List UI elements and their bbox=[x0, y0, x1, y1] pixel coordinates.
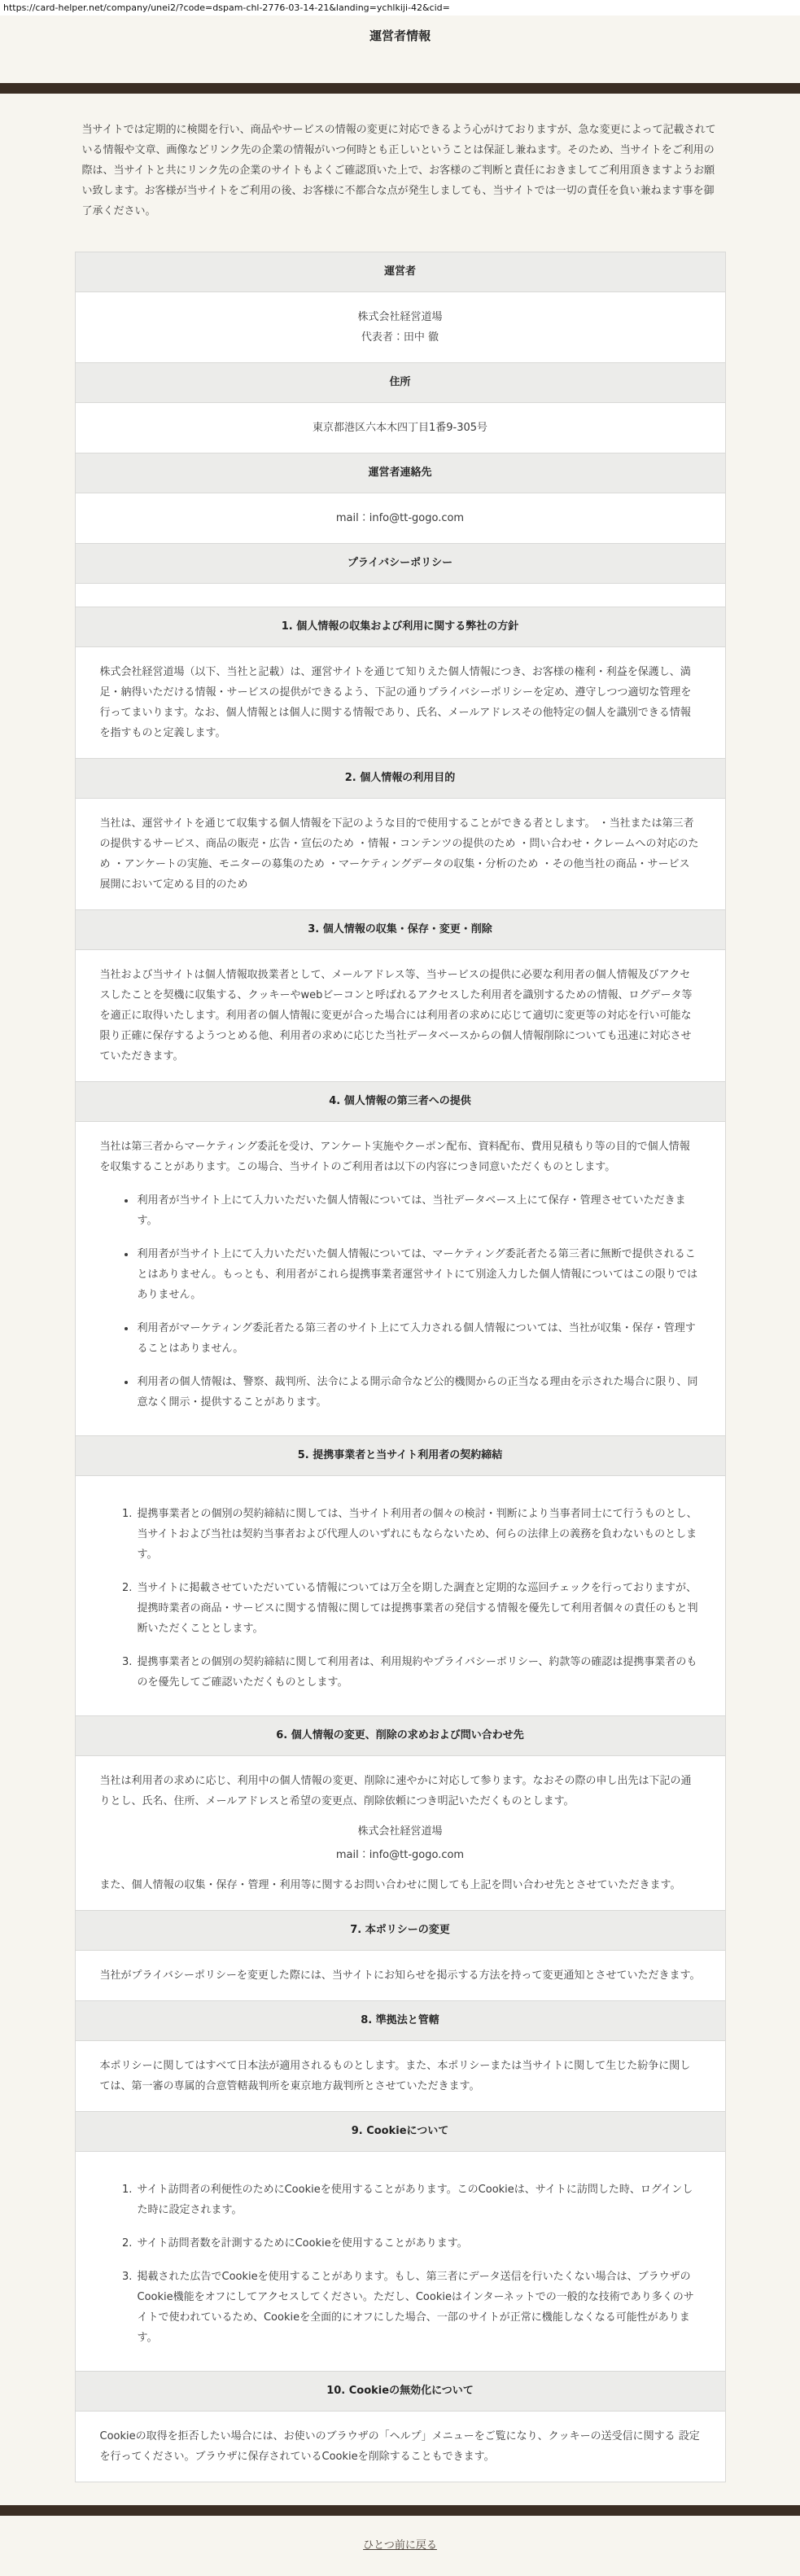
list-item: • 利用者が当サイト上にて入力いただいた個人情報については、当社データベース上にて保存・管理させていただきます。 bbox=[136, 1190, 701, 1231]
table-row bbox=[75, 1951, 725, 2001]
section-10-header: 10. Cookieの無効化について bbox=[75, 2372, 725, 2412]
contact-value-cell: mail：info@tt-gogo.com bbox=[75, 493, 725, 544]
section-9-numbered-list bbox=[100, 2180, 701, 2348]
intro-paragraph: 当サイトでは定期的に検閲を行い、商品やサービスの情報の変更に対応できるよう心がけておりますが、急な変更によって記載されている情報や文章、画像などリンク先の企業の情報がいつ何時とも正しいということは保証し兼ねます。そのため、当サイトをご利用の際は、当サイトと共にリンク先の企業のサイトもよくご確認頂いた上で、お客様のご判断と責任におきましてご利用頂きますようお願い致します。お客様が当サイトをご利用の後、お客様に不都合な点が発生しましても、当サイトでは一切の責任を負い兼ねます事を御了承ください。 bbox=[81, 124, 716, 217]
contact-header: 運営者連絡先 bbox=[75, 453, 725, 493]
section-8-paragraph: 本ポリシーに関してはすべて日本法が適用されるものとします。また、本ポリシーまたは当サイトに関して生じた紛争に関しては、第一審の専属的合意管轄裁判所を東京地方裁判所とさせていただきます。 bbox=[99, 2060, 691, 2092]
table-row bbox=[75, 493, 725, 544]
section-8-body bbox=[75, 2041, 725, 2112]
table-row bbox=[75, 403, 725, 453]
table-row bbox=[75, 2041, 725, 2112]
table-row bbox=[75, 647, 725, 759]
section-3-paragraph: 当社および当サイトは個人情報取扱業者として、メールアドレス等、当サービスの提供に必要な利用者の個人情報及びアクセスしたことを契機に収集する、クッキーやwebビーコンと呼ばれるアクセスした利用者を識別するための情報、ログデータ等を適正に取得いたします。利用者の個人情報に変更が合った場合には利用者の求めに応じて適切に変更等の対応を行い可能な限り正確に保存するようつとめる他、利用者の求めに応じた当社データベースからの個人情報削除についても迅速に対応させていただきます。 bbox=[99, 969, 693, 1062]
section-6-header: 6. 個人情報の変更、削除の求めおよび問い合わせ先 bbox=[75, 1716, 725, 1756]
section-3-header: 3. 個人情報の収集・保存・変更・削除 bbox=[75, 910, 725, 950]
table-row bbox=[75, 2001, 725, 2041]
section-1-paragraph: 株式会社経営道場（以下、当社と記載）は、運営サイトを通じて知りえた個人情報につき、お客様の権利・利益を保護し、満足・納得いただける情報・サービスの提供ができるよう、下記の通りプライバシーポリシーを定め、遵守しつつ適切な管理を行ってまいります。なお、個人情報とは個人に関する情報であり、氏名、メールアドレスその他特定の個人を識別できる情報を指すものと定義します。 bbox=[99, 666, 692, 739]
list-item: • 利用者がマーケティング委託者たる第三者のサイト上にて入力される個人情報については、当社が収集・保存・管理することはありません。 bbox=[136, 1318, 701, 1359]
table-row bbox=[75, 1122, 725, 1436]
section-9-body bbox=[75, 2152, 725, 2372]
table-row bbox=[75, 799, 725, 910]
section-4-header: 4. 個人情報の第三者への提供 bbox=[75, 1082, 725, 1122]
list-item: 1. サイト訪問者の利便性のためにCookieを使用することがあります。このCookieは、サイトに訪問した時、ログインした時に設定されます。 bbox=[136, 2180, 701, 2220]
table-row bbox=[75, 453, 725, 493]
section-1-header: 1. 個人情報の収集および利用に関する弊社の方針 bbox=[75, 607, 725, 647]
section-6-lead: 当社は利用者の求めに応じ、利用中の個人情報の変更、削除に速やかに対応して参ります。なおその際の申し出先は下記の通りとし、氏名、住所、メールアドレスと希望の変更点、削除依頼につき明記いただくものとします。 bbox=[99, 1775, 692, 1807]
table-row bbox=[75, 252, 725, 292]
table-row bbox=[75, 363, 725, 403]
section-4-lead: 当社は第三者からマーケティング委託を受け、アンケート実施やクーポン配布、資料配布、費用見積もり等の目的で個人情報を収集することがあります。この場合、当サイトのご利用者は以下の内容につき同意いただくものとします。 bbox=[99, 1141, 690, 1173]
section-4-body bbox=[75, 1122, 725, 1436]
section-10-paragraph: Cookieの取得を拒否したい場合には、お使いのブラウザの「ヘルプ」メニューをご覧になり、クッキーの送受信に関する 設定を行ってください。ブラウザに保存されているCookieを削除することもできます。 bbox=[99, 2430, 700, 2463]
page-title: 運営者情報 bbox=[369, 28, 431, 43]
address-header: 住所 bbox=[75, 363, 725, 403]
section-1-body bbox=[75, 647, 725, 759]
table-row bbox=[75, 910, 725, 950]
privacy-policy-header: プライバシーポリシー bbox=[75, 544, 725, 584]
address-value-cell: 東京都港区六本木四丁目1番9-305号 bbox=[75, 403, 725, 453]
operator-info-table bbox=[75, 252, 726, 2482]
footer-divider-bar bbox=[0, 2505, 800, 2516]
section-6-company: 株式会社経営道場 bbox=[357, 1825, 443, 1838]
section-6-tail: また、個人情報の収集・保存・管理・利用等に関するお問い合わせに関しても上記を問い合わせ先とさせていただきます。 bbox=[99, 1879, 681, 1891]
list-item: • 利用者が当サイト上にて入力いただいた個人情報については、マーケティング委託者たる第三者に無断で提供されることはありません。もっとも、利用者がこれら提携事業者運営サイトにて別途入力した個人情報についてはこの限りではありません。 bbox=[136, 1244, 701, 1305]
section-5-numbered-list bbox=[100, 1504, 701, 1693]
table-row bbox=[75, 2372, 725, 2412]
table-row bbox=[75, 1082, 725, 1122]
back-link[interactable]: ひとつ前に戻る bbox=[363, 2539, 437, 2552]
section-2-body bbox=[75, 799, 725, 910]
section-10-body bbox=[75, 2412, 725, 2482]
list-item: • 利用者の個人情報は、警察、裁判所、法令による開示命令など公的機関からの正当なる理由を示された場合に限り、同意なく開示・提供することがあります。 bbox=[136, 1372, 701, 1413]
table-row bbox=[75, 1476, 725, 1716]
section-7-paragraph: 当社がプライバシーポリシーを変更した際には、当サイトにお知らせを掲示する方法を持って変更通知とさせていただきます。 bbox=[99, 1969, 701, 1982]
list-item: 2. サイト訪問者数を計測するためにCookieを使用することがあります。 bbox=[136, 2233, 701, 2254]
table-row bbox=[75, 2412, 725, 2482]
section-8-header: 8. 準拠法と管轄 bbox=[75, 2001, 725, 2041]
operator-value-cell bbox=[75, 292, 725, 363]
table-row bbox=[75, 584, 725, 607]
section-9-header: 9. Cookieについて bbox=[75, 2112, 725, 2152]
operator-header: 運営者 bbox=[75, 252, 725, 292]
operator-company: 株式会社経営道場 bbox=[357, 311, 443, 323]
list-item: 3. 掲載された広告でCookieを使用することがあります。もし、第三者にデータ送信を行いたくない場合は、ブラウザのCookie機能をオフにしてアクセスしてください。ただし、Cookieはインターネットでの一般的な技術であり多くのサイトで使われているため、Cookieを全面的にオフにした場合、一部のサイトが正常に機能しなくなる可能性があります。 bbox=[136, 2267, 701, 2348]
section-5-body bbox=[75, 1476, 725, 1716]
section-3-body bbox=[75, 950, 725, 1082]
section-7-body bbox=[75, 1951, 725, 2001]
list-item: 3. 提携事業者との個別の契約締結に関して利用者は、利用規約やプライバシーポリシー、約款等の確認は提携事業者のものを優先してご確認いただくものとします。 bbox=[136, 1652, 701, 1693]
page-url: https://card-helper.net/company/unei2/?code=dspam-chl-2776-03-14-21&landing=ychlkiji-42&cid= bbox=[0, 0, 800, 15]
section-6-mail: mail：info@tt-gogo.com bbox=[335, 1849, 465, 1861]
table-row bbox=[75, 1716, 725, 1756]
table-row bbox=[75, 544, 725, 584]
list-item: 1. 提携事業者との個別の契約締結に関しては、当サイト利用者の個々の検討・判断により当事者同士にて行うものとし、当サイトおよび当社は契約当事者および代理人のいずれにもならないため、何らの法律上の義務を負わないものとします。 bbox=[136, 1504, 701, 1565]
table-row bbox=[75, 2112, 725, 2152]
table-row bbox=[75, 292, 725, 363]
table-row bbox=[75, 607, 725, 647]
top-divider-bar bbox=[0, 83, 800, 94]
operator-representative: 代表者：田中 徹 bbox=[361, 331, 439, 344]
empty-cell bbox=[75, 584, 725, 607]
section-7-header: 7. 本ポリシーの変更 bbox=[75, 1911, 725, 1951]
list-item: 2. 当サイトに掲載させていただいている情報については万全を期した調査と定期的な巡回チェックを行っておりますが、提携時業者の商品・サービスに関する情報に関しては提携事業者の発信する情報を優先して利用者個々の責任のもと判断いただくこととします。 bbox=[136, 1578, 701, 1639]
table-row bbox=[75, 950, 725, 1082]
table-row bbox=[75, 759, 725, 799]
section-4-bullet-list bbox=[100, 1190, 701, 1413]
table-row bbox=[75, 1436, 725, 1476]
section-6-body bbox=[75, 1756, 725, 1911]
section-2-paragraph: 当社は、運営サイトを通じて収集する個人情報を下記のような目的で使用することができる者とします。 ・当社または第三者の提供するサービス、商品の販売・広告・宣伝のため ・情報・コンテンツの提供のため ・問い合わせ・クレームへの対応のため ・アンケートの実施、モニターの募集のため ・マーケティングデータの収集・分析のため ・その他当社の商品・サービス展開において定める目的のため bbox=[99, 817, 699, 891]
section-5-header: 5. 提携事業者と当サイト利用者の契約締結 bbox=[75, 1436, 725, 1476]
table-row bbox=[75, 2152, 725, 2372]
table-row bbox=[75, 1756, 725, 1911]
section-2-header: 2. 個人情報の利用目的 bbox=[75, 759, 725, 799]
table-row bbox=[75, 1911, 725, 1951]
